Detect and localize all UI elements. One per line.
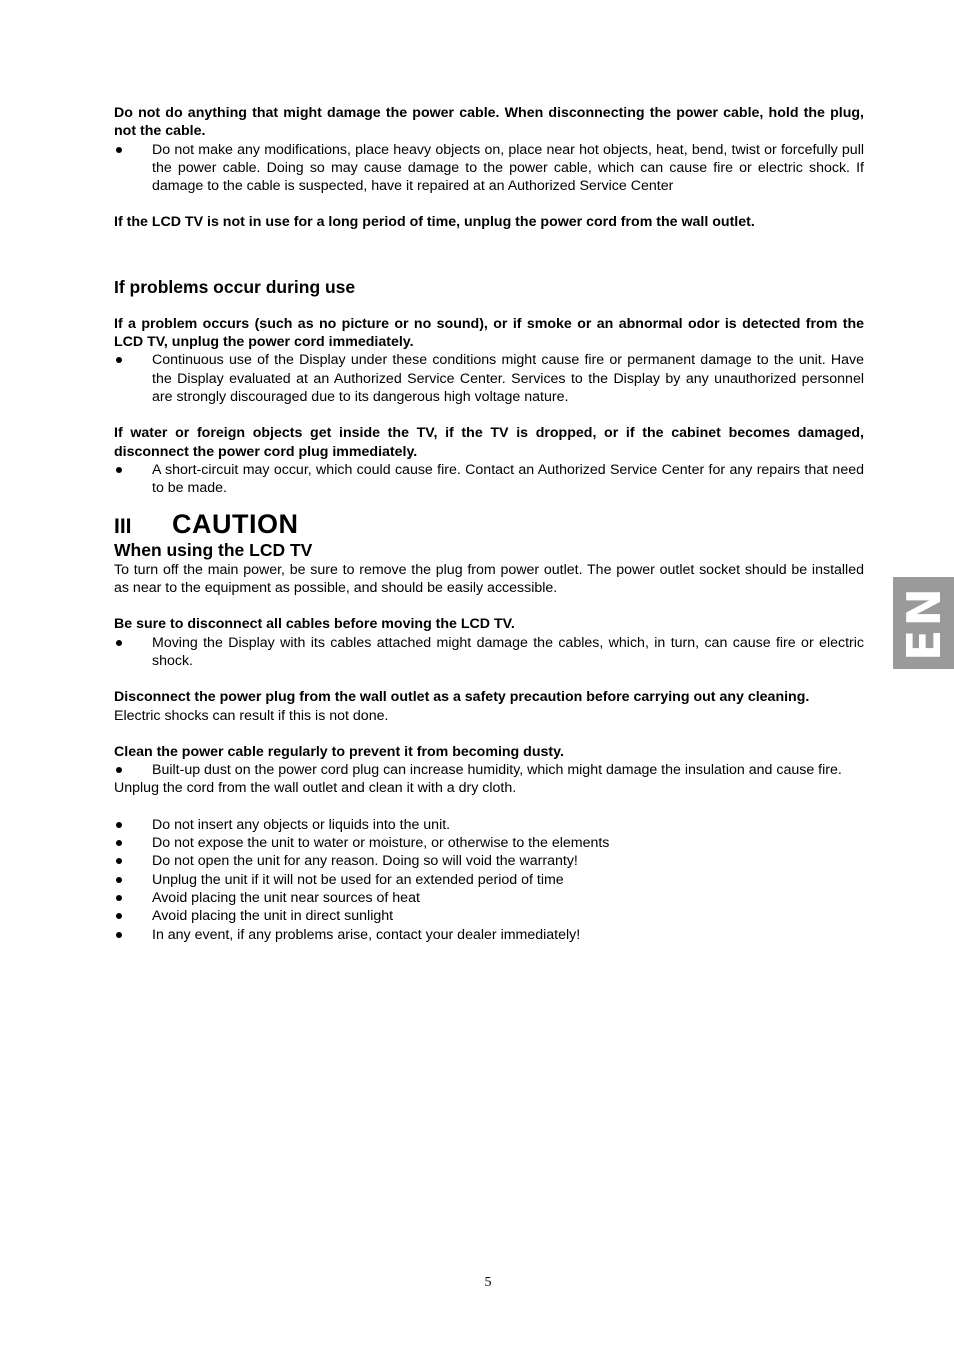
list-item: Do not expose the unit to water or moisture, or otherwise to the elements [114,834,864,852]
section-heading: Be sure to disconnect all cables before moving the LCD TV. [114,616,515,633]
section-unplug-long-period [114,213,864,231]
list-item: Avoid placing the unit in direct sunlight [114,907,864,925]
list-item: Avoid placing the unit near sources of heat [114,889,864,907]
section-text: Unplug the cord from the wall outlet and clean it with a dry cloth. [114,780,517,797]
section-heading: Do not do anything that might damage the power cable. When disconnecting the power cable, hold the plug, not the cable. [114,105,864,140]
section-heading: If a problem occurs (such as no picture or no sound), or if smoke or an abnormal odor is detected from the LCD TV, unplug the power cord immediately. [114,315,864,351]
language-tab [893,577,954,669]
problems-title: If problems occur during use [114,276,356,297]
list-item: Moving the Display with its cables attached might damage the cables, which, in turn, can cause fire or electric shock. [114,634,864,671]
final-bullet-list [114,816,864,944]
section-problem-occurs [114,315,864,406]
bullet-list [114,634,864,671]
using-title: When using the LCD TV [114,539,313,560]
section-heading: Clean the power cable regularly to prevent it from becoming dusty. [114,743,564,760]
section-heading: If the LCD TV is not in use for a long period of time, unplug the power cord from the wall outlet. [114,214,755,231]
list-item: Do not open the unit for any reason. Doing so will void the warranty! [114,852,864,870]
section-heading: Disconnect the power plug from the wall outlet as a safety precaution before carrying out any cleaning. [114,689,810,706]
list-item: Do not insert any objects or liquids into the unit. [114,816,864,834]
document-body [114,104,864,944]
bullet-list [114,461,864,498]
language-tab-label: EN [896,585,951,661]
section-water-foreign-objects [114,424,864,497]
section-disconnect-cables [114,615,864,670]
bullet-list [114,141,864,196]
bullet-list [114,351,864,406]
list-item: Continuous use of the Display under these conditions might cause fire or permanent damage to the unit. Have the Display evaluated at an Authorized Service Center. Services to the Display by any unauthorized personnel are strongly discouraged due to its dangerous high voltage nature. [114,351,864,406]
list-item: A short-circuit may occur, which could cause fire. Contact an Authorized Service Center for any repairs that need to be made. [114,461,864,498]
section-cleaning [114,688,864,725]
caution-heading [114,509,864,540]
caution-title: CAUTION [172,509,299,540]
using-text: To turn off the main power, be sure to remove the plug from power outlet. The power outlet socket should be installed as near to the equipment as possible, and should be easily accessible. [114,561,864,597]
section-using [114,561,864,598]
list-item: Do not make any modifications, place heavy objects on, place near hot objects, heat, bend, twist or forcefully pull the power cable. Doing so may cause damage to the power cable, which can cause fire or electric shock. If damage to the cable is suspected, have it repaired at an Authorized Service Center [114,141,864,196]
page-number: 5 [484,1275,492,1290]
list-item: In any event, if any problems arise, contact your dealer immediately! [114,926,864,944]
section-heading: If water or foreign objects get inside the TV, if the TV is dropped, or if the cabinet becomes damaged, disconnect the power cord plug immediately. [114,425,864,460]
bullet-list [114,761,864,779]
section-power-cable [114,104,864,195]
section-text: Electric shocks can result if this is not done. [114,707,389,724]
caution-number: III [114,515,132,539]
list-item: Unplug the unit if it will not be used for an extended period of time [114,871,864,889]
list-item: Built-up dust on the power cord plug can increase humidity, which might damage the insulation and cause fire. [114,761,864,779]
section-clean-cable [114,743,864,798]
